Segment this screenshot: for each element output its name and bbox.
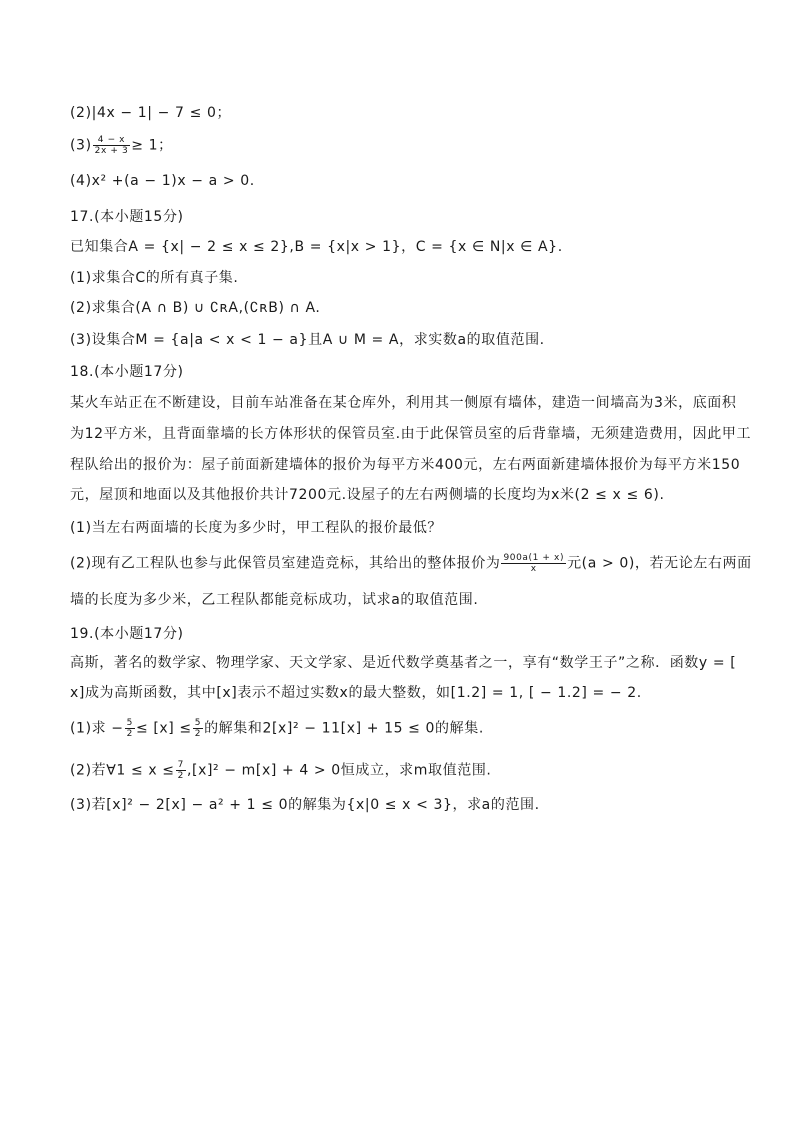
- fraction-denominator: x: [530, 564, 537, 574]
- text-line: [70, 171, 255, 191]
- fraction-denominator: 2x + 3: [94, 146, 129, 156]
- text-line: [70, 760, 491, 781]
- text-line: [70, 653, 736, 673]
- text-line: [70, 268, 238, 288]
- text-segment: (1)求集合C的所有真子集.: [70, 270, 239, 286]
- text-segment: 墙的长度为多少米，乙工程队都能竞标成功，试求a的取值范围.: [70, 592, 479, 608]
- text-line: [70, 553, 752, 574]
- text-segment: ,[x]² − m[x] + 4 > 0恒成立，求m取值范围.: [186, 762, 492, 779]
- fraction: [125, 718, 135, 739]
- text-segment: 的解集和2[x]² − 11[x] + 15 ≤ 0的解集.: [204, 720, 484, 737]
- fraction: [176, 760, 186, 781]
- text-segment: (3)若[x]² − 2[x] − a² + 1 ≤ 0的解集为{x|0 ≤ x < 3}，求a的范围.: [70, 797, 540, 813]
- fraction-denominator: 2: [177, 771, 184, 781]
- text-segment: ≤ [x] ≤: [135, 720, 192, 737]
- text-line: [70, 237, 563, 257]
- fraction-numerator: 900a(1 + x): [503, 553, 565, 563]
- text-line: [70, 455, 740, 475]
- text-segment: 18.(本小题17分): [70, 364, 184, 380]
- text-segment: 高斯，著名的数学家、物理学家、天文学家、是近代数学奠基者之一，享有“数学王子”之称．函数y = [: [70, 655, 737, 671]
- text-line: [70, 103, 231, 123]
- text-line: [70, 485, 665, 505]
- text-segment: (2)若∀1 ≤ x ≤: [70, 762, 175, 779]
- fraction-denominator: 2: [126, 729, 133, 739]
- fraction-numerator: 4 − x: [93, 135, 131, 146]
- fraction-numerator: 5: [194, 718, 202, 728]
- text-line: [70, 330, 545, 350]
- text-segment: 为12平方米，且背面靠墙的长方体形状的保管员室.由于此保管员室的后背靠墙，无须建造费用，因此甲工: [70, 426, 752, 442]
- text-segment: 程队给出的报价为：屋子前面新建墙体的报价为每平方米400元，左右两面新建墙体报价为每平方米150: [70, 457, 741, 473]
- text-segment: 17.(本小题15分): [70, 209, 184, 225]
- fraction: [93, 135, 131, 156]
- fraction-numerator: 5: [126, 718, 133, 728]
- text-segment: 19.(本小题17分): [70, 626, 184, 642]
- text-segment: 元(a > 0)，若无论左右两面: [567, 555, 752, 572]
- text-line: [70, 298, 320, 318]
- text-segment: (2)求集合(A ∩ B) ∪ ∁ʀA,(∁ʀB) ∩ A.: [70, 300, 321, 316]
- fraction: [193, 718, 203, 739]
- text-segment: (1)当左右两面墙的长度为多少时，甲工程队的报价最低？: [70, 520, 443, 536]
- text-line: [70, 795, 540, 815]
- text-segment: (3)设集合M = {a|a < x < 1 − a}且A ∪ M = A，求实数a的取值范围.: [70, 332, 545, 348]
- text-segment: x]成为高斯函数，其中[x]表示不超过实数x的最大整数，如[1.2] = 1, [ − 1.2] = − 2.: [70, 685, 642, 701]
- fraction: [501, 553, 566, 574]
- text-line: [70, 207, 184, 227]
- text-segment: 元，屋顶和地面以及其他报价共计7200元.设屋子的左右两侧墙的长度均为x米(2 ≤ x ≤ 6).: [70, 487, 665, 503]
- text-line: [70, 590, 478, 610]
- text-line: [70, 624, 184, 644]
- text-line: [70, 362, 184, 382]
- text-segment: (2)|4x − 1| − 7 ≤ 0；: [70, 105, 232, 121]
- text-segment: ≥ 1；: [131, 137, 173, 154]
- text-line: [70, 135, 173, 156]
- fraction-numerator: 7: [177, 760, 184, 770]
- text-segment: (2)现有乙工程队也参与此保管员室建造竞标，其给出的整体报价为: [70, 555, 501, 572]
- fraction-denominator: 2: [194, 729, 202, 739]
- text-segment: (3): [70, 137, 92, 154]
- text-segment: 已知集合A = {x| − 2 ≤ x ≤ 2},B = {x|x > 1}，C = {x ∈ N|x ∈ A}.: [70, 239, 563, 255]
- text-line: [70, 718, 484, 739]
- text-line: [70, 518, 442, 538]
- text-segment: (1)求 −: [70, 720, 124, 737]
- text-segment: (4)x² +(a − 1)x − a > 0.: [70, 173, 255, 189]
- text-line: [70, 393, 737, 413]
- text-segment: 某火车站正在不断建设，目前车站准备在某仓库外，利用其一侧原有墙体，建造一间墙高为3米，底面积: [70, 395, 737, 411]
- text-line: [70, 424, 751, 444]
- text-line: [70, 683, 642, 703]
